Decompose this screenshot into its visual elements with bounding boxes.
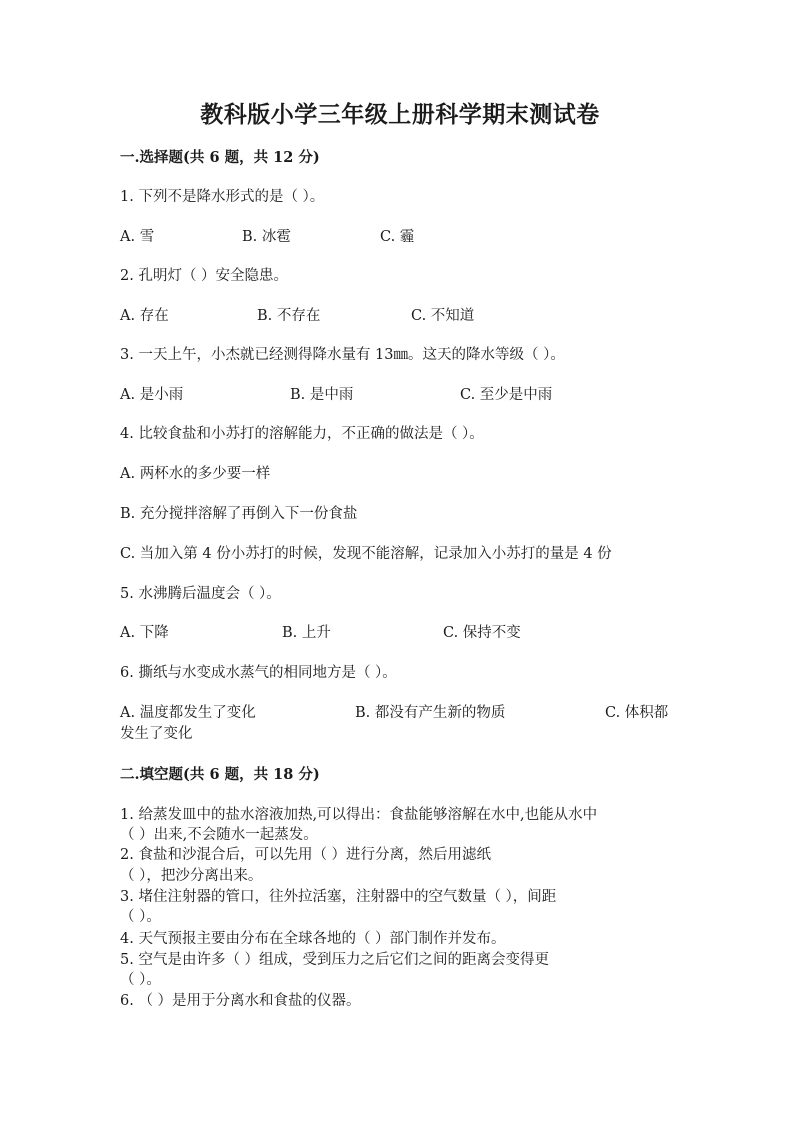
question-3-option-b: B. 是中雨	[290, 387, 354, 403]
question-6-option-c: C. 体积都	[605, 705, 669, 721]
question-6-option-b: B. 都没有产生新的物质	[355, 705, 506, 721]
fill-line-4: （ ），把沙分离出来。	[120, 868, 263, 884]
fill-line-3: 2. 食盐和沙混合后，可以先用（ ）进行分离，然后用滤纸	[120, 847, 492, 863]
question-5-stem: 5. 水沸腾后温度会（ ）。	[120, 586, 281, 602]
question-1-option-b: B. 冰雹	[242, 229, 291, 245]
fill-line-10: 6. （ ）是用于分离水和食盐的仪器。	[120, 993, 361, 1009]
question-3-option-a: A. 是小雨	[120, 387, 184, 403]
question-2-option-b: B. 不存在	[257, 308, 321, 324]
question-6-option-c-continued: 发生了变化	[120, 726, 193, 742]
question-3-stem: 3. 一天上午，小杰就已经测得降水量有 13㎜。这天的降水等级（ ）。	[120, 347, 565, 363]
fill-line-9: （ ）。	[120, 972, 161, 988]
question-5-option-b: B. 上升	[282, 625, 331, 641]
fill-line-1: 1. 给蒸发皿中的盐水溶液加热,可以得出：食盐能够溶解在水中,也能从水中	[120, 807, 598, 823]
question-4-option-b: B. 充分搅拌溶解了再倒入下一份食盐	[120, 506, 358, 522]
question-6-stem: 6. 撕纸与水变成水蒸气的相同地方是（ ）。	[120, 665, 397, 681]
question-5-option-c: C. 保持不变	[443, 625, 521, 641]
question-4-option-a: A. 两杯水的多少要一样	[120, 466, 271, 482]
fill-line-6: （ ）。	[120, 909, 161, 925]
question-6-option-a: A. 温度都发生了变化	[120, 705, 256, 721]
question-5-option-a: A. 下降	[120, 625, 169, 641]
question-2-option-a: A. 存在	[120, 308, 169, 324]
fill-line-7: 4. 天气预报主要由分布在全球各地的（ ）部门制作并发布。	[120, 931, 506, 947]
question-4-option-c: C. 当加入第 4 份小苏打的时候，发现不能溶解，记录加入小苏打的量是 4 份	[120, 546, 612, 562]
question-4-stem: 4. 比较食盐和小苏打的溶解能力，不正确的做法是（ ）。	[120, 426, 484, 442]
section-heading-fill: 二.填空题(共 6 题，共 18 分)	[120, 766, 320, 783]
question-1-option-a: A. 雪	[120, 229, 155, 245]
section-heading-choice: 一.选择题(共 6 题，共 12 分)	[120, 149, 320, 166]
question-1-option-c: C. 霾	[380, 229, 415, 245]
question-3-option-c: C. 至少是中雨	[460, 387, 553, 403]
fill-line-8: 5. 空气是由许多（ ）组成，受到压力之后它们之间的距离会变得更	[120, 952, 550, 968]
question-2-stem: 2. 孔明灯（ ）安全隐患。	[120, 268, 289, 284]
page-title: 教科版小学三年级上册科学期末测试卷	[200, 101, 600, 128]
question-1-stem: 1. 下列不是降水形式的是（ ）。	[120, 189, 325, 205]
fill-line-2: （ ）出来,不会随水一起蒸发。	[120, 827, 318, 843]
fill-line-5: 3. 堵住注射器的管口，往外拉活塞，注射器中的空气数量（ ），间距	[120, 889, 557, 905]
question-2-option-c: C. 不知道	[411, 308, 475, 324]
